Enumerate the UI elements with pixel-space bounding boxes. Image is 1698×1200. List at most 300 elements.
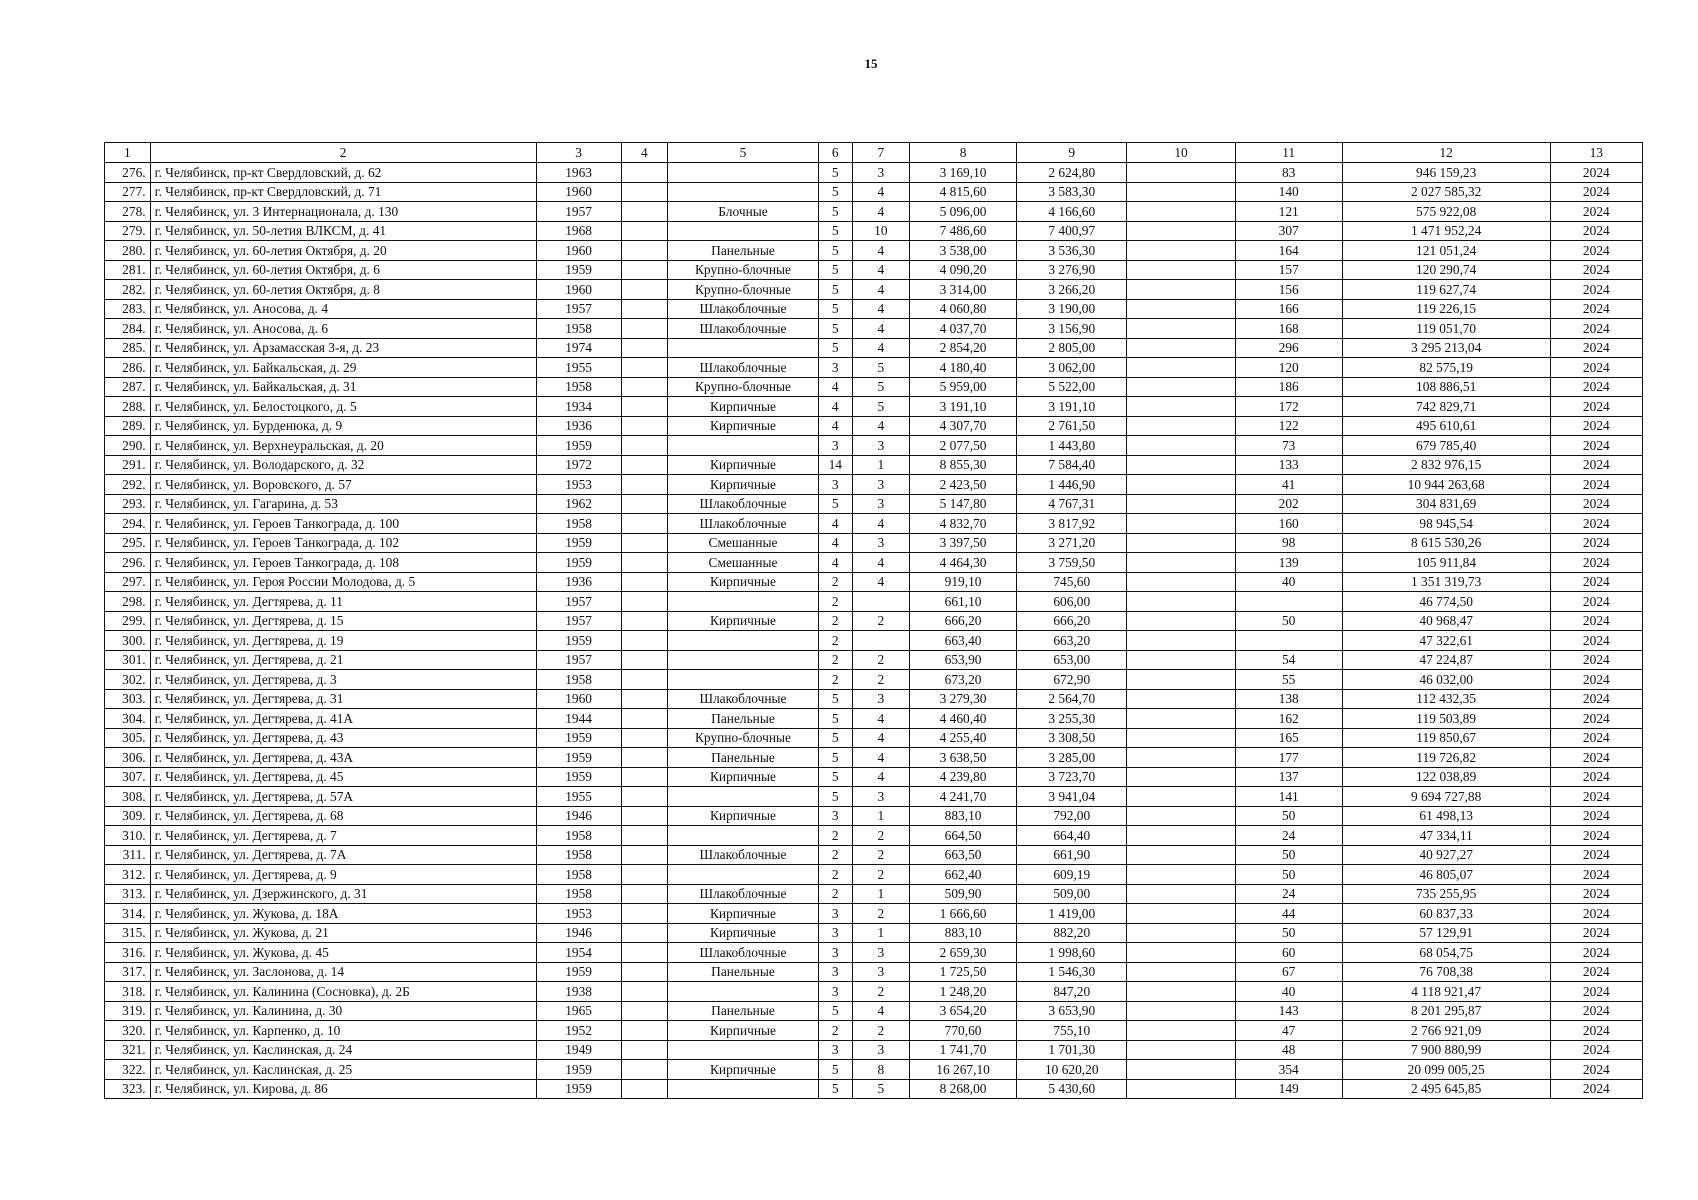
address-cell: г. Челябинск, ул. Гагарина, д. 53 bbox=[150, 494, 536, 514]
floors-cell: 5 bbox=[818, 767, 852, 787]
column-10-cell bbox=[1127, 1079, 1235, 1099]
wall-material-cell bbox=[668, 650, 819, 670]
wall-material-cell: Кирпичные bbox=[668, 923, 819, 943]
plan-year-cell: 2024 bbox=[1550, 865, 1642, 885]
total-area-cell: 8 268,00 bbox=[910, 1079, 1017, 1099]
floors-cell: 5 bbox=[818, 299, 852, 319]
address-cell: г. Челябинск, ул. Дзержинского, д. 31 bbox=[150, 884, 536, 904]
entrances-cell: 2 bbox=[852, 1021, 909, 1041]
row-number: 301. bbox=[105, 650, 151, 670]
table-row bbox=[105, 299, 1643, 319]
floors-cell: 3 bbox=[818, 982, 852, 1002]
residents-cell: 50 bbox=[1235, 806, 1342, 826]
column-10-cell bbox=[1127, 416, 1235, 436]
residents-cell: 186 bbox=[1235, 377, 1342, 397]
row-number: 289. bbox=[105, 416, 151, 436]
wall-material-cell: Шлакоблочные bbox=[668, 358, 819, 378]
column-4-cell bbox=[621, 787, 668, 807]
entrances-cell: 2 bbox=[852, 982, 909, 1002]
total-area-cell: 4 832,70 bbox=[910, 514, 1017, 534]
year-built-cell: 1959 bbox=[536, 260, 621, 280]
year-built-cell: 1958 bbox=[536, 670, 621, 690]
cost-cell: 82 575,19 bbox=[1342, 358, 1550, 378]
living-area-cell: 3 266,20 bbox=[1017, 280, 1127, 300]
floors-cell: 5 bbox=[818, 1060, 852, 1080]
row-number: 316. bbox=[105, 943, 151, 963]
column-10-cell bbox=[1127, 728, 1235, 748]
table-row bbox=[105, 865, 1643, 885]
residents-cell: 138 bbox=[1235, 689, 1342, 709]
address-cell: г. Челябинск, ул. Героев Танкограда, д. 102 bbox=[150, 533, 536, 553]
column-header-11: 11 bbox=[1235, 143, 1342, 163]
total-area-cell: 4 307,70 bbox=[910, 416, 1017, 436]
address-cell: г. Челябинск, ул. Дегтярева, д. 31 bbox=[150, 689, 536, 709]
floors-cell: 3 bbox=[818, 806, 852, 826]
column-4-cell bbox=[621, 962, 668, 982]
residents-cell: 60 bbox=[1235, 943, 1342, 963]
residents-cell: 141 bbox=[1235, 787, 1342, 807]
address-cell: г. Челябинск, ул. Арзамасская 3-я, д. 23 bbox=[150, 338, 536, 358]
column-4-cell bbox=[621, 416, 668, 436]
total-area-cell: 4 090,20 bbox=[910, 260, 1017, 280]
address-cell: г. Челябинск, ул. Карпенко, д. 10 bbox=[150, 1021, 536, 1041]
cost-cell: 119 850,67 bbox=[1342, 728, 1550, 748]
entrances-cell: 4 bbox=[852, 182, 909, 202]
wall-material-cell: Шлакоблочные bbox=[668, 689, 819, 709]
address-cell: г. Челябинск, ул. Байкальская, д. 29 bbox=[150, 358, 536, 378]
entrances-cell: 4 bbox=[852, 767, 909, 787]
table-row bbox=[105, 514, 1643, 534]
column-10-cell bbox=[1127, 494, 1235, 514]
cost-cell: 40 927,27 bbox=[1342, 845, 1550, 865]
wall-material-cell: Панельные bbox=[668, 241, 819, 261]
cost-cell: 735 255,95 bbox=[1342, 884, 1550, 904]
plan-year-cell: 2024 bbox=[1550, 319, 1642, 339]
plan-year-cell: 2024 bbox=[1550, 475, 1642, 495]
living-area-cell: 606,00 bbox=[1017, 592, 1127, 612]
address-cell: г. Челябинск, ул. Верхнеуральская, д. 20 bbox=[150, 436, 536, 456]
table-row bbox=[105, 787, 1643, 807]
column-10-cell bbox=[1127, 670, 1235, 690]
year-built-cell: 1958 bbox=[536, 884, 621, 904]
column-10-cell bbox=[1127, 241, 1235, 261]
wall-material-cell: Шлакоблочные bbox=[668, 494, 819, 514]
entrances-cell: 2 bbox=[852, 826, 909, 846]
column-4-cell bbox=[621, 1040, 668, 1060]
plan-year-cell: 2024 bbox=[1550, 1021, 1642, 1041]
living-area-cell: 2 805,00 bbox=[1017, 338, 1127, 358]
table-body bbox=[105, 163, 1643, 1099]
column-header-1: 1 bbox=[105, 143, 151, 163]
column-header-6: 6 bbox=[818, 143, 852, 163]
total-area-cell: 663,40 bbox=[910, 631, 1017, 651]
wall-material-cell: Крупно-блочные bbox=[668, 260, 819, 280]
row-number: 277. bbox=[105, 182, 151, 202]
column-4-cell bbox=[621, 533, 668, 553]
living-area-cell: 792,00 bbox=[1017, 806, 1127, 826]
column-10-cell bbox=[1127, 1021, 1235, 1041]
column-header-3: 3 bbox=[536, 143, 621, 163]
year-built-cell: 1960 bbox=[536, 689, 621, 709]
cost-cell: 105 911,84 bbox=[1342, 553, 1550, 573]
column-4-cell bbox=[621, 358, 668, 378]
table-row bbox=[105, 592, 1643, 612]
residents-cell: 172 bbox=[1235, 397, 1342, 417]
entrances-cell: 4 bbox=[852, 728, 909, 748]
living-area-cell: 882,20 bbox=[1017, 923, 1127, 943]
total-area-cell: 770,60 bbox=[910, 1021, 1017, 1041]
floors-cell: 3 bbox=[818, 1040, 852, 1060]
cost-cell: 3 295 213,04 bbox=[1342, 338, 1550, 358]
row-number: 318. bbox=[105, 982, 151, 1002]
cost-cell: 47 224,87 bbox=[1342, 650, 1550, 670]
column-header-5: 5 bbox=[668, 143, 819, 163]
address-cell: г. Челябинск, ул. Героев Танкограда, д. 108 bbox=[150, 553, 536, 573]
table-row bbox=[105, 845, 1643, 865]
living-area-cell: 1 446,90 bbox=[1017, 475, 1127, 495]
cost-cell: 60 837,33 bbox=[1342, 904, 1550, 924]
column-4-cell bbox=[621, 280, 668, 300]
residents-cell: 166 bbox=[1235, 299, 1342, 319]
year-built-cell: 1960 bbox=[536, 182, 621, 202]
living-area-cell: 1 998,60 bbox=[1017, 943, 1127, 963]
row-number: 283. bbox=[105, 299, 151, 319]
column-header-13: 13 bbox=[1550, 143, 1642, 163]
wall-material-cell bbox=[668, 592, 819, 612]
total-area-cell: 4 464,30 bbox=[910, 553, 1017, 573]
entrances-cell: 4 bbox=[852, 416, 909, 436]
table-row bbox=[105, 221, 1643, 241]
plan-year-cell: 2024 bbox=[1550, 962, 1642, 982]
living-area-cell: 7 584,40 bbox=[1017, 455, 1127, 475]
year-built-cell: 1955 bbox=[536, 787, 621, 807]
address-cell: г. Челябинск, ул. Воровского, д. 57 bbox=[150, 475, 536, 495]
floors-cell: 5 bbox=[818, 338, 852, 358]
wall-material-cell: Кирпичные bbox=[668, 767, 819, 787]
cost-cell: 1 471 952,24 bbox=[1342, 221, 1550, 241]
total-area-cell: 673,20 bbox=[910, 670, 1017, 690]
address-cell: г. Челябинск, ул. Дегтярева, д. 15 bbox=[150, 611, 536, 631]
cost-cell: 946 159,23 bbox=[1342, 163, 1550, 183]
column-4-cell bbox=[621, 806, 668, 826]
residents-cell: 164 bbox=[1235, 241, 1342, 261]
entrances-cell bbox=[852, 592, 909, 612]
cost-cell: 9 694 727,88 bbox=[1342, 787, 1550, 807]
wall-material-cell: Кирпичные bbox=[668, 572, 819, 592]
residents-cell: 307 bbox=[1235, 221, 1342, 241]
column-10-cell bbox=[1127, 767, 1235, 787]
column-10-cell bbox=[1127, 689, 1235, 709]
plan-year-cell: 2024 bbox=[1550, 182, 1642, 202]
wall-material-cell: Крупно-блочные bbox=[668, 728, 819, 748]
row-number: 292. bbox=[105, 475, 151, 495]
entrances-cell: 3 bbox=[852, 943, 909, 963]
cost-cell: 68 054,75 bbox=[1342, 943, 1550, 963]
column-4-cell bbox=[621, 182, 668, 202]
living-area-cell: 609,19 bbox=[1017, 865, 1127, 885]
column-4-cell bbox=[621, 202, 668, 222]
table-row bbox=[105, 182, 1643, 202]
table-row bbox=[105, 475, 1643, 495]
column-header-10: 10 bbox=[1127, 143, 1235, 163]
living-area-cell: 3 653,90 bbox=[1017, 1001, 1127, 1021]
total-area-cell: 5 959,00 bbox=[910, 377, 1017, 397]
entrances-cell: 3 bbox=[852, 689, 909, 709]
column-4-cell bbox=[621, 670, 668, 690]
plan-year-cell: 2024 bbox=[1550, 728, 1642, 748]
table-row bbox=[105, 202, 1643, 222]
column-10-cell bbox=[1127, 650, 1235, 670]
residents-cell: 133 bbox=[1235, 455, 1342, 475]
plan-year-cell: 2024 bbox=[1550, 767, 1642, 787]
address-cell: г. Челябинск, ул. 60-летия Октября, д. 8 bbox=[150, 280, 536, 300]
residents-cell bbox=[1235, 631, 1342, 651]
plan-year-cell: 2024 bbox=[1550, 455, 1642, 475]
plan-year-cell: 2024 bbox=[1550, 845, 1642, 865]
row-number: 291. bbox=[105, 455, 151, 475]
plan-year-cell: 2024 bbox=[1550, 1060, 1642, 1080]
column-10-cell bbox=[1127, 514, 1235, 534]
floors-cell: 5 bbox=[818, 1079, 852, 1099]
year-built-cell: 1959 bbox=[536, 1079, 621, 1099]
cost-cell: 119 051,70 bbox=[1342, 319, 1550, 339]
column-4-cell bbox=[621, 241, 668, 261]
total-area-cell: 4 037,70 bbox=[910, 319, 1017, 339]
floors-cell: 5 bbox=[818, 689, 852, 709]
column-10-cell bbox=[1127, 1060, 1235, 1080]
address-cell: г. Челябинск, ул. 50-летия ВЛКСМ, д. 41 bbox=[150, 221, 536, 241]
plan-year-cell: 2024 bbox=[1550, 202, 1642, 222]
column-4-cell bbox=[621, 904, 668, 924]
residents-cell: 83 bbox=[1235, 163, 1342, 183]
year-built-cell: 1955 bbox=[536, 358, 621, 378]
floors-cell: 2 bbox=[818, 631, 852, 651]
living-area-cell: 1 443,80 bbox=[1017, 436, 1127, 456]
row-number: 294. bbox=[105, 514, 151, 534]
column-10-cell bbox=[1127, 358, 1235, 378]
plan-year-cell: 2024 bbox=[1550, 1040, 1642, 1060]
residents-cell: 137 bbox=[1235, 767, 1342, 787]
year-built-cell: 1958 bbox=[536, 319, 621, 339]
total-area-cell: 883,10 bbox=[910, 806, 1017, 826]
entrances-cell: 2 bbox=[852, 611, 909, 631]
table-row bbox=[105, 436, 1643, 456]
residents-cell: 202 bbox=[1235, 494, 1342, 514]
plan-year-cell: 2024 bbox=[1550, 884, 1642, 904]
wall-material-cell bbox=[668, 1040, 819, 1060]
column-10-cell bbox=[1127, 826, 1235, 846]
entrances-cell: 1 bbox=[852, 923, 909, 943]
table-row bbox=[105, 1060, 1643, 1080]
address-cell: г. Челябинск, ул. Бурденюка, д. 9 bbox=[150, 416, 536, 436]
residents-cell: 122 bbox=[1235, 416, 1342, 436]
total-area-cell: 663,50 bbox=[910, 845, 1017, 865]
residents-cell: 156 bbox=[1235, 280, 1342, 300]
floors-cell: 4 bbox=[818, 553, 852, 573]
residents-cell: 143 bbox=[1235, 1001, 1342, 1021]
table-row bbox=[105, 163, 1643, 183]
entrances-cell: 1 bbox=[852, 455, 909, 475]
plan-year-cell: 2024 bbox=[1550, 826, 1642, 846]
living-area-cell: 3 285,00 bbox=[1017, 748, 1127, 768]
row-number: 305. bbox=[105, 728, 151, 748]
entrances-cell: 3 bbox=[852, 1040, 909, 1060]
column-10-cell bbox=[1127, 280, 1235, 300]
column-10-cell bbox=[1127, 884, 1235, 904]
column-10-cell bbox=[1127, 299, 1235, 319]
floors-cell: 3 bbox=[818, 475, 852, 495]
row-number: 279. bbox=[105, 221, 151, 241]
column-4-cell bbox=[621, 475, 668, 495]
table-row bbox=[105, 884, 1643, 904]
plan-year-cell: 2024 bbox=[1550, 650, 1642, 670]
floors-cell: 5 bbox=[818, 280, 852, 300]
cost-cell: 119 726,82 bbox=[1342, 748, 1550, 768]
row-number: 308. bbox=[105, 787, 151, 807]
row-number: 296. bbox=[105, 553, 151, 573]
total-area-cell: 5 096,00 bbox=[910, 202, 1017, 222]
living-area-cell: 4 767,31 bbox=[1017, 494, 1127, 514]
row-number: 319. bbox=[105, 1001, 151, 1021]
year-built-cell: 1957 bbox=[536, 202, 621, 222]
living-area-cell: 755,10 bbox=[1017, 1021, 1127, 1041]
cost-cell: 119 627,74 bbox=[1342, 280, 1550, 300]
floors-cell: 2 bbox=[818, 865, 852, 885]
entrances-cell: 3 bbox=[852, 436, 909, 456]
year-built-cell: 1962 bbox=[536, 494, 621, 514]
column-10-cell bbox=[1127, 748, 1235, 768]
floors-cell: 4 bbox=[818, 377, 852, 397]
living-area-cell: 2 624,80 bbox=[1017, 163, 1127, 183]
year-built-cell: 1953 bbox=[536, 904, 621, 924]
address-cell: г. Челябинск, ул. Дегтярева, д. 57А bbox=[150, 787, 536, 807]
address-cell: г. Челябинск, ул. 60-летия Октября, д. 6 bbox=[150, 260, 536, 280]
column-10-cell bbox=[1127, 436, 1235, 456]
entrances-cell: 4 bbox=[852, 260, 909, 280]
column-10-cell bbox=[1127, 592, 1235, 612]
total-area-cell: 7 486,60 bbox=[910, 221, 1017, 241]
living-area-cell: 3 583,30 bbox=[1017, 182, 1127, 202]
residents-cell: 47 bbox=[1235, 1021, 1342, 1041]
cost-cell: 742 829,71 bbox=[1342, 397, 1550, 417]
column-4-cell bbox=[621, 377, 668, 397]
total-area-cell: 3 538,00 bbox=[910, 241, 1017, 261]
floors-cell: 5 bbox=[818, 241, 852, 261]
residents-cell: 140 bbox=[1235, 182, 1342, 202]
column-4-cell bbox=[621, 1079, 668, 1099]
floors-cell: 4 bbox=[818, 397, 852, 417]
cost-cell: 10 944 263,68 bbox=[1342, 475, 1550, 495]
living-area-cell: 653,00 bbox=[1017, 650, 1127, 670]
living-area-cell: 3 308,50 bbox=[1017, 728, 1127, 748]
row-number: 285. bbox=[105, 338, 151, 358]
total-area-cell: 3 169,10 bbox=[910, 163, 1017, 183]
cost-cell: 2 495 645,85 bbox=[1342, 1079, 1550, 1099]
year-built-cell: 1960 bbox=[536, 241, 621, 261]
cost-cell: 7 900 880,99 bbox=[1342, 1040, 1550, 1060]
wall-material-cell: Панельные bbox=[668, 1001, 819, 1021]
entrances-cell: 3 bbox=[852, 787, 909, 807]
row-number: 306. bbox=[105, 748, 151, 768]
total-area-cell: 1 248,20 bbox=[910, 982, 1017, 1002]
address-cell: г. Челябинск, ул. Дегтярева, д. 7 bbox=[150, 826, 536, 846]
residents-cell: 50 bbox=[1235, 923, 1342, 943]
year-built-cell: 1936 bbox=[536, 416, 621, 436]
year-built-cell: 1957 bbox=[536, 592, 621, 612]
cost-cell: 108 886,51 bbox=[1342, 377, 1550, 397]
column-4-cell bbox=[621, 553, 668, 573]
column-10-cell bbox=[1127, 397, 1235, 417]
address-cell: г. Челябинск, ул. Заслонова, д. 14 bbox=[150, 962, 536, 982]
plan-year-cell: 2024 bbox=[1550, 572, 1642, 592]
residents-cell: 50 bbox=[1235, 611, 1342, 631]
total-area-cell: 662,40 bbox=[910, 865, 1017, 885]
plan-year-cell: 2024 bbox=[1550, 670, 1642, 690]
column-10-cell bbox=[1127, 319, 1235, 339]
floors-cell: 14 bbox=[818, 455, 852, 475]
cost-cell: 119 226,15 bbox=[1342, 299, 1550, 319]
entrances-cell: 1 bbox=[852, 884, 909, 904]
entrances-cell: 4 bbox=[852, 748, 909, 768]
living-area-cell: 10 620,20 bbox=[1017, 1060, 1127, 1080]
residents-cell: 24 bbox=[1235, 884, 1342, 904]
entrances-cell bbox=[852, 631, 909, 651]
wall-material-cell bbox=[668, 826, 819, 846]
address-cell: г. Челябинск, ул. Каслинская, д. 24 bbox=[150, 1040, 536, 1060]
column-4-cell bbox=[621, 748, 668, 768]
living-area-cell: 666,20 bbox=[1017, 611, 1127, 631]
entrances-cell: 4 bbox=[852, 280, 909, 300]
address-cell: г. Челябинск, ул. Дегтярева, д. 9 bbox=[150, 865, 536, 885]
year-built-cell: 1958 bbox=[536, 514, 621, 534]
year-built-cell: 1959 bbox=[536, 962, 621, 982]
year-built-cell: 1958 bbox=[536, 826, 621, 846]
wall-material-cell: Шлакоблочные bbox=[668, 884, 819, 904]
living-area-cell: 3 759,50 bbox=[1017, 553, 1127, 573]
entrances-cell: 5 bbox=[852, 358, 909, 378]
address-cell: г. Челябинск, пр-кт Свердловский, д. 71 bbox=[150, 182, 536, 202]
entrances-cell: 3 bbox=[852, 475, 909, 495]
total-area-cell: 3 397,50 bbox=[910, 533, 1017, 553]
year-built-cell: 1958 bbox=[536, 845, 621, 865]
total-area-cell: 4 460,40 bbox=[910, 709, 1017, 729]
table-row bbox=[105, 1021, 1643, 1041]
cost-cell: 20 099 005,25 bbox=[1342, 1060, 1550, 1080]
plan-year-cell: 2024 bbox=[1550, 241, 1642, 261]
total-area-cell: 3 654,20 bbox=[910, 1001, 1017, 1021]
wall-material-cell: Кирпичные bbox=[668, 806, 819, 826]
column-4-cell bbox=[621, 1021, 668, 1041]
row-number: 297. bbox=[105, 572, 151, 592]
cost-cell: 1 351 319,73 bbox=[1342, 572, 1550, 592]
entrances-cell: 2 bbox=[852, 670, 909, 690]
address-cell: г. Челябинск, ул. Дегтярева, д. 43А bbox=[150, 748, 536, 768]
year-built-cell: 1958 bbox=[536, 865, 621, 885]
table-row bbox=[105, 962, 1643, 982]
entrances-cell: 4 bbox=[852, 1001, 909, 1021]
table-row bbox=[105, 982, 1643, 1002]
entrances-cell: 10 bbox=[852, 221, 909, 241]
wall-material-cell: Шлакоблочные bbox=[668, 845, 819, 865]
total-area-cell: 4 060,80 bbox=[910, 299, 1017, 319]
total-area-cell: 3 638,50 bbox=[910, 748, 1017, 768]
address-cell: г. Челябинск, ул. Калинина (Сосновка), д. 2Б bbox=[150, 982, 536, 1002]
living-area-cell: 3 271,20 bbox=[1017, 533, 1127, 553]
entrances-cell: 4 bbox=[852, 514, 909, 534]
column-4-cell bbox=[621, 943, 668, 963]
entrances-cell: 3 bbox=[852, 494, 909, 514]
floors-cell: 2 bbox=[818, 611, 852, 631]
